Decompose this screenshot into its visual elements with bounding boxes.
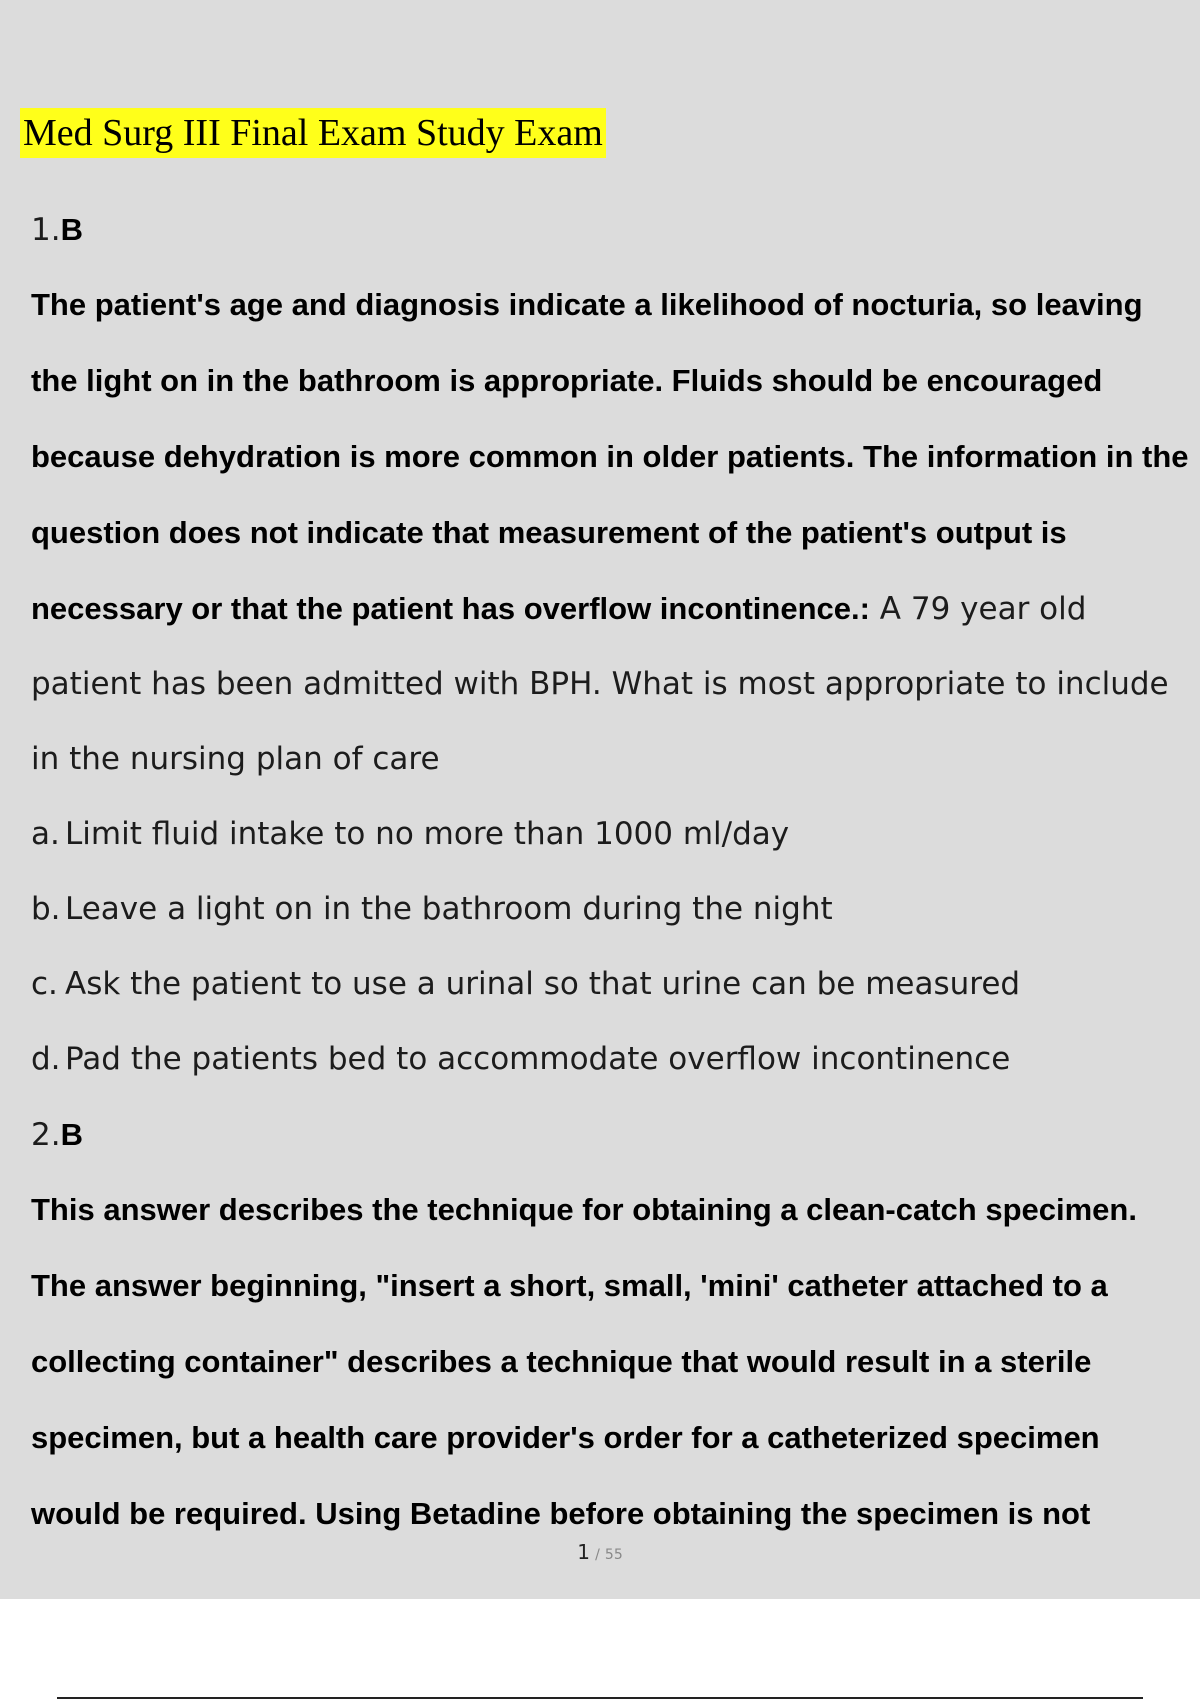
option-letter: d. bbox=[31, 1041, 61, 1077]
document-title: Med Surg III Final Exam Study Exam bbox=[20, 108, 606, 158]
option-text: Limit fluid intake to no more than 1000 ml/day bbox=[65, 816, 790, 852]
document-content bbox=[31, 192, 1191, 1552]
page-indicator bbox=[0, 1540, 1200, 1564]
option-d bbox=[31, 1022, 1191, 1097]
option-text: Pad the patients bed to accommodate overflow incontinence bbox=[65, 1041, 1011, 1077]
question-stem: A 79 year old patient has been admitted with BPH. What is most appropriate to include in the nursing plan of care bbox=[31, 591, 1169, 777]
question-2-number bbox=[31, 1097, 1191, 1172]
page-separator: / bbox=[595, 1547, 600, 1563]
rationale-text: This answer describes the technique for obtaining a clean-catch specimen. The answer beginning, "insert a short, small, 'mini' catheter attached to a collecting container" describes a technique that would result in a sterile specimen, but a health care provider's order for a catheterized specimen would be required. Using Betadine before obtaining the specimen is not bbox=[31, 1192, 1137, 1531]
total-pages: 55 bbox=[604, 1547, 623, 1563]
option-letter: b. bbox=[31, 891, 61, 927]
option-text: Ask the patient to use a urinal so that urine can be measured bbox=[65, 966, 1021, 1002]
option-b bbox=[31, 872, 1191, 947]
question-number: 1. bbox=[31, 212, 61, 248]
answer-letter: B bbox=[60, 1117, 83, 1152]
option-c bbox=[31, 947, 1191, 1022]
question-2-text bbox=[31, 1172, 1191, 1552]
question-1-number bbox=[31, 192, 1191, 267]
option-text: Leave a light on in the bathroom during the night bbox=[65, 891, 833, 927]
next-page-rule bbox=[57, 1697, 1143, 1699]
current-page: 1 bbox=[577, 1540, 590, 1564]
option-a bbox=[31, 797, 1191, 872]
rationale-text: The patient's age and diagnosis indicate a likelihood of nocturia, so leaving the light on in the bathroom is appropriate. Fluids should be encouraged because dehydration is more common in older patients. The information in the question does not indicate that measurement of the patient's output is necessary or that the patient has overflow incontinence.: bbox=[31, 287, 1189, 626]
option-letter: c. bbox=[31, 966, 58, 1002]
question-number: 2. bbox=[31, 1117, 61, 1153]
option-letter: a. bbox=[31, 816, 60, 852]
question-1-text bbox=[31, 267, 1191, 797]
answer-letter: B bbox=[60, 212, 83, 247]
